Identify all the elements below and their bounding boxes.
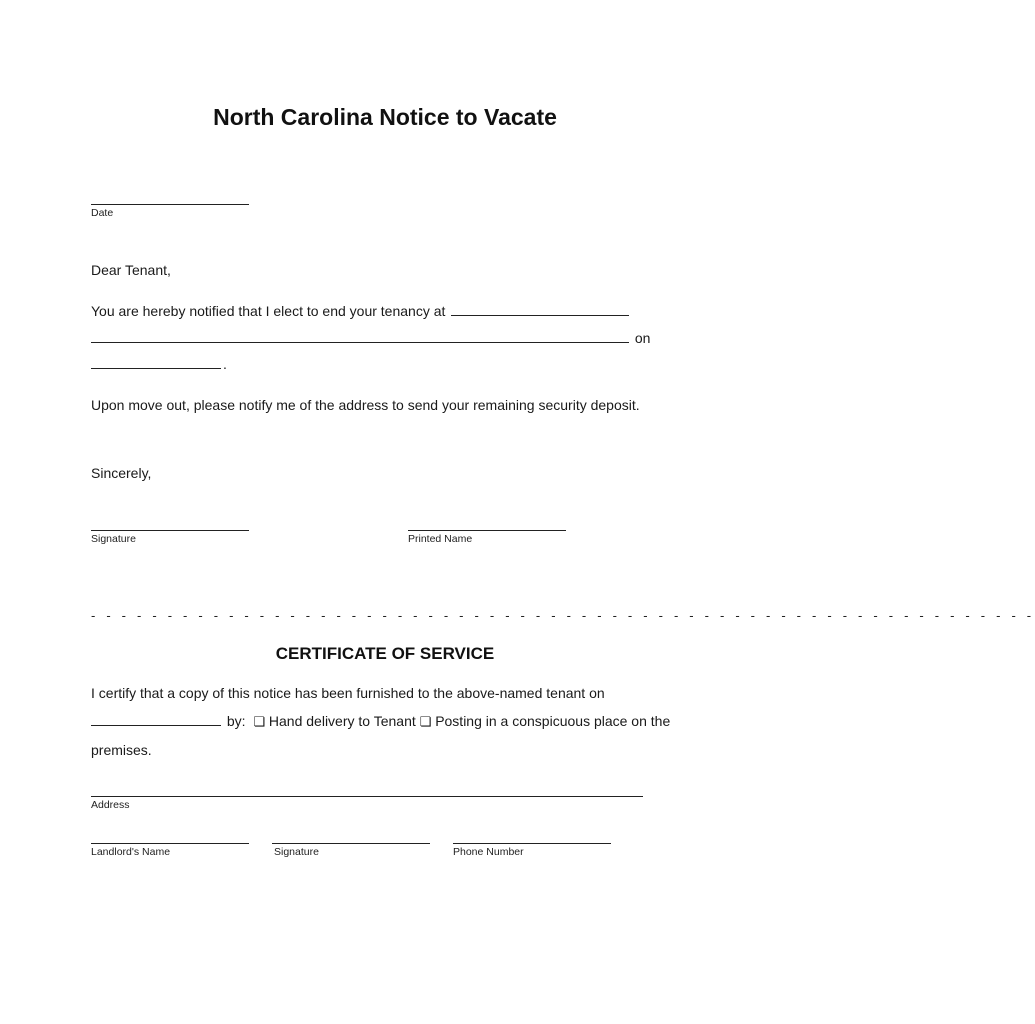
certificate-text: I certify that a copy of this notice has been furnished to the above-named tenant on xyxy=(91,685,605,701)
closing: Sincerely, xyxy=(91,465,152,481)
service-date-blank[interactable] xyxy=(91,711,221,726)
page-title: North Carolina Notice to Vacate xyxy=(213,104,557,130)
posting-option: Posting in a conspicuous place on the premises. xyxy=(91,713,671,758)
checkbox-icon[interactable]: ❏ xyxy=(419,714,432,729)
deposit-paragraph: Upon move out, please notify me of the address to send your remaining security deposit. xyxy=(91,397,640,413)
property-address-blank[interactable] xyxy=(451,301,629,316)
notice-end-text: . xyxy=(223,356,227,372)
notice-paragraph xyxy=(91,298,681,378)
landlord-name-blank[interactable] xyxy=(91,843,249,844)
landlord-name-label: Landlord's Name xyxy=(91,846,171,858)
certificate-signature-blank[interactable] xyxy=(272,843,430,844)
notice-on-text: on xyxy=(634,329,651,346)
property-address-blank-2[interactable] xyxy=(91,328,629,343)
greeting: Dear Tenant, xyxy=(91,262,171,278)
certificate-signature-label: Signature xyxy=(274,846,319,858)
section-separator: - - - - - - - - - - - - - - - - - - - - - - - - - - - - - - - - - - - - - - - - - - - - - - - - - - - - - - - - - - - - - - xyxy=(91,608,1035,623)
address-label: Address xyxy=(91,799,130,811)
date-label: Date xyxy=(91,207,114,219)
printed-name-blank[interactable] xyxy=(408,530,566,531)
hand-delivery-option: Hand delivery to Tenant xyxy=(268,713,416,729)
signature-label: Signature xyxy=(91,533,136,545)
certificate-by-text: by: xyxy=(226,713,246,729)
vacate-date-blank[interactable] xyxy=(91,354,221,369)
certificate-paragraph xyxy=(91,679,681,764)
printed-name-label: Printed Name xyxy=(408,533,473,545)
address-blank[interactable] xyxy=(91,796,643,797)
phone-number-label: Phone Number xyxy=(453,846,524,858)
signature-blank[interactable] xyxy=(91,530,249,531)
notice-text: You are hereby notified that I elect to end your tenancy at xyxy=(91,303,446,319)
phone-number-blank[interactable] xyxy=(453,843,611,844)
checkbox-icon[interactable]: ❏ xyxy=(253,714,266,729)
certificate-title: CERTIFICATE OF SERVICE xyxy=(275,644,495,663)
date-blank[interactable] xyxy=(91,204,249,205)
